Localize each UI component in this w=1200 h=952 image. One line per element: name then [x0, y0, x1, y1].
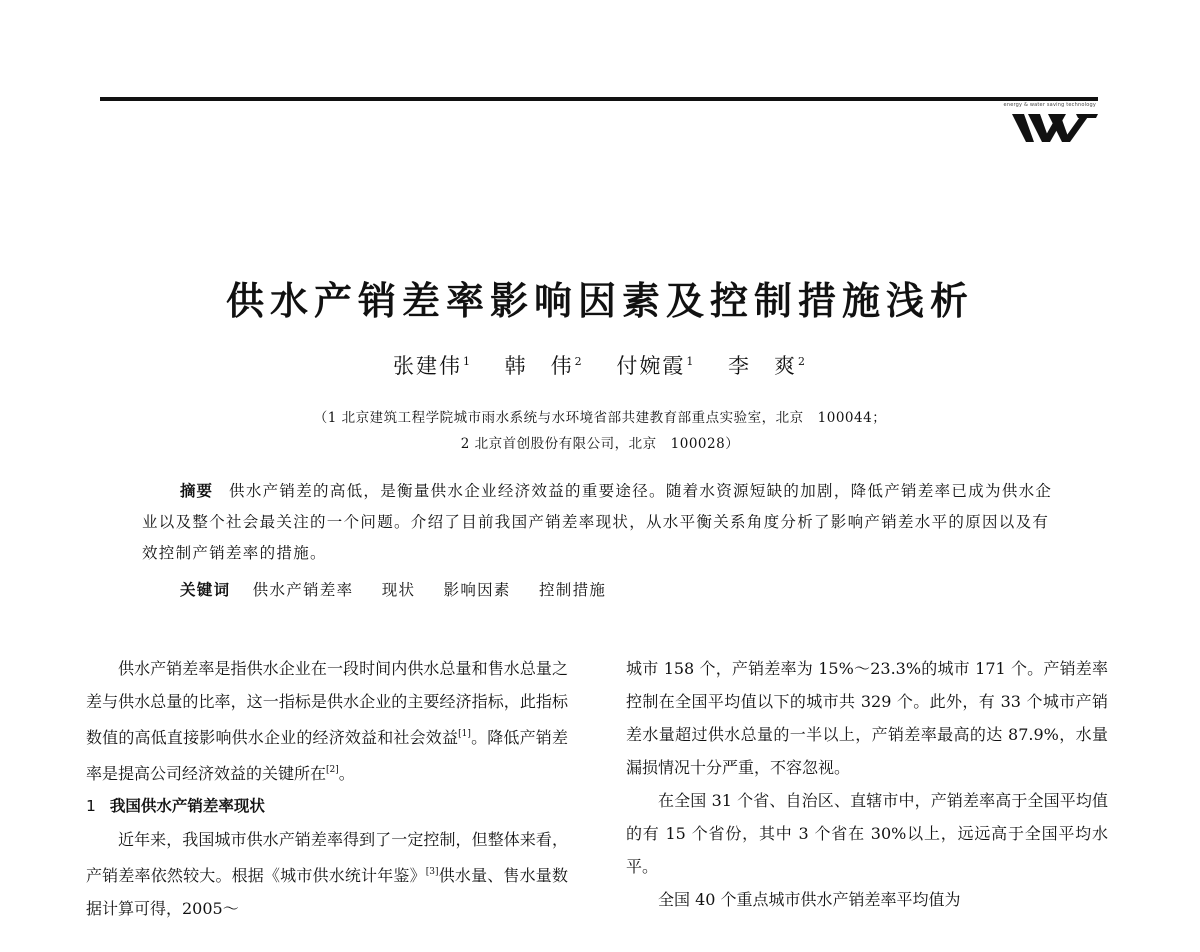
- author: 李 爽$^2$: [728, 354, 808, 378]
- abstract-label: 摘要: [180, 482, 214, 500]
- keyword: 供水产销差率: [252, 581, 354, 599]
- header-note: energy & water saving technology: [1003, 102, 1096, 108]
- citation: [1]: [458, 729, 471, 739]
- body-column-right: [626, 652, 1108, 916]
- keyword: 控制措施: [538, 581, 607, 599]
- keyword: 现状: [381, 581, 416, 599]
- affiliation-line: 2 北京首创股份有限公司，北京 100028）: [460, 436, 740, 452]
- paragraph: 在全国 31 个省、自治区、直辖市中，产销差率高于全国平均值的有 15 个省份，其中 3 个省在 30%以上，远远高于全国平均水平。: [626, 791, 1108, 876]
- keywords: [180, 578, 628, 600]
- author: 张建伟$^1$: [392, 354, 472, 378]
- body-column-left: [86, 652, 568, 925]
- paragraph: 全国 40 个重点城市供水产销差率平均值为: [658, 890, 961, 909]
- header-rule: [100, 97, 1098, 101]
- journal-logo-icon: [1012, 110, 1098, 146]
- author: 韩 伟$^2$: [504, 354, 584, 378]
- keyword: 影响因素: [443, 581, 511, 599]
- citation: [2]: [326, 765, 339, 775]
- article-title: 供水产销差率影响因素及控制措施浅析: [225, 279, 974, 323]
- author-list: [0, 350, 1200, 380]
- abstract: [142, 476, 1060, 569]
- keywords-label: 关键词: [180, 581, 231, 599]
- affiliation-line: （1 北京建筑工程学院城市雨水系统与水环境省部共建教育部重点实验室，北京 100044；: [313, 410, 887, 426]
- section-heading: 1 我国供水产销差率现状: [86, 797, 265, 815]
- paragraph: 城市 158 个，产销差率为 15%～23.3%的城市 171 个。产销差率控制在全国平均值以下的城市共 329 个。此外，有 33 个城市产销差水量超过供水总量的一半以上，产销差率最高的达 87.9%，水量漏损情况十分严重，不容忽视。: [626, 659, 1108, 777]
- abstract-text: 供水产销差的高低，是衡量供水企业经济效益的重要途径。随着水资源短缺的加剧，降低产销差率已成为供水企业以及整个社会最关注的一个问题。介绍了目前我国产销差率现状，从水平衡关系角度分析了影响产销差水平的原因以及有效控制产销差率的措施。: [142, 482, 1053, 562]
- author: 付婉霞$^1$: [616, 354, 696, 378]
- paragraph: 供水产销差率是指供水企业在一段时间内供水总量和售水总量之差与供水总量的比率，这一指标是供水企业的主要经济指标，此指标数值的高低直接影响供水企业的经济效益和社会效益[1]。降低产销差率是提高公司经济效益的关键所在[2]。: [86, 659, 568, 783]
- citation: [3]: [425, 867, 439, 877]
- paragraph: 近年来，我国城市供水产销差率得到了一定控制，但整体来看，产销差率依然较大。根据《城市供水统计年鉴》[3]供水量、售水量数据计算可得，2005～: [86, 830, 568, 918]
